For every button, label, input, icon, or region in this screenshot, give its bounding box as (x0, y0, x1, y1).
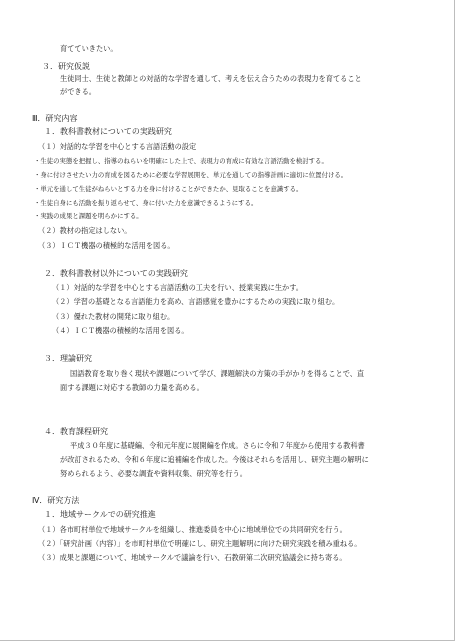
text-line: （１）各市町村単位で地域サークルを組織し、推進委員を中心に地域単位での共同研究を行う。 (38, 525, 347, 534)
bullet-item: ・生徒自身にも活動を振り返らせて、身に付いた力を意識できるようにする。 (34, 199, 258, 207)
text-line: 国語教育を取り巻く現状や課題について学び、課題解決の方策の手がかりを得ることで、直 (70, 369, 365, 378)
bullet-item: ・単元を通して生徒がねらいとする力を身に付けることができたか、見取ることを意識する。 (34, 185, 303, 193)
section-heading: ３．理論研究 (44, 354, 92, 363)
bullet-item: ・身に付けさせたい力の育成を図るために必要な学習展開を、単元を通しての指導計画に適切に位置付ける。 (34, 171, 348, 179)
section-heading: １．教科書教材についての実践研究 (44, 127, 172, 136)
section-heading: ２．教科書教材以外についての実践研究 (44, 269, 188, 278)
text-line: 生徒同士、生徒と教師との対話的な学習を通して、考えを伝え合うための表現力を育てること (60, 74, 362, 83)
text-line: （１）対話的な学習を中心とする言語活動の設定 (38, 142, 197, 151)
text-line: が改訂されるため、令和６年度に追補編を作成した。今後はそれらを活用し、研究主題の解明に (60, 455, 369, 464)
chapter-heading: Ⅳ．研究方法 (32, 496, 80, 505)
section-heading: ４．教育課程研究 (44, 427, 108, 436)
text-line: （２）教材の指定はしない。 (38, 226, 132, 235)
chapter-heading: Ⅲ．研究内容 (32, 114, 78, 123)
bullet-item: ・生徒の実態を把握し、指導のねらいを明確にした上で、表現力の育成に有効な言語活動を検討する。 (34, 157, 328, 165)
text-line: （３）ＩＣＴ機器の積極的な活用を図る。 (38, 241, 175, 250)
text-line: （２）「研究計画（内容）」を市町村単位で明確にし、研究主題解明に向けた研究実践を積み重ねる。 (38, 539, 362, 548)
text-line: （３）優れた教材の開発に取り組む。 (52, 312, 175, 321)
section-heading: １．地域サークルでの研究推進 (44, 510, 156, 519)
text-line: 育てていきたい。 (60, 44, 118, 53)
section-heading: ３．研究仮説 (42, 62, 90, 71)
text-line: 努められるよう、必要な調査や資料収集、研究等を行う。 (60, 469, 247, 478)
text-line: （４）ＩＣＴ機器の積極的な活用を図る。 (52, 326, 189, 335)
text-line: ができる。 (60, 87, 96, 96)
text-line: 平成３０年度に基礎編、令和元年度に展開編を作成。さらに令和７年度から使用する教科書 (70, 441, 365, 450)
bullet-item: ・実践の成果と課題を明らかにする。 (34, 212, 143, 220)
text-line: （３）成果と課題について、地域サークルで議論を行い、石教研第二次研究協議会に持ち寄る。 (38, 553, 347, 562)
text-line: 面する課題に対応する教師の力量を高める。 (60, 383, 204, 392)
text-line: （１）対話的な学習を中心とする言語活動の工夫を行い、授業実践に生かす。 (52, 283, 303, 292)
text-line: （２）学習の基礎となる言語能力を高め、言語感覚を豊かにするための実践に取り組む。 (52, 297, 340, 306)
